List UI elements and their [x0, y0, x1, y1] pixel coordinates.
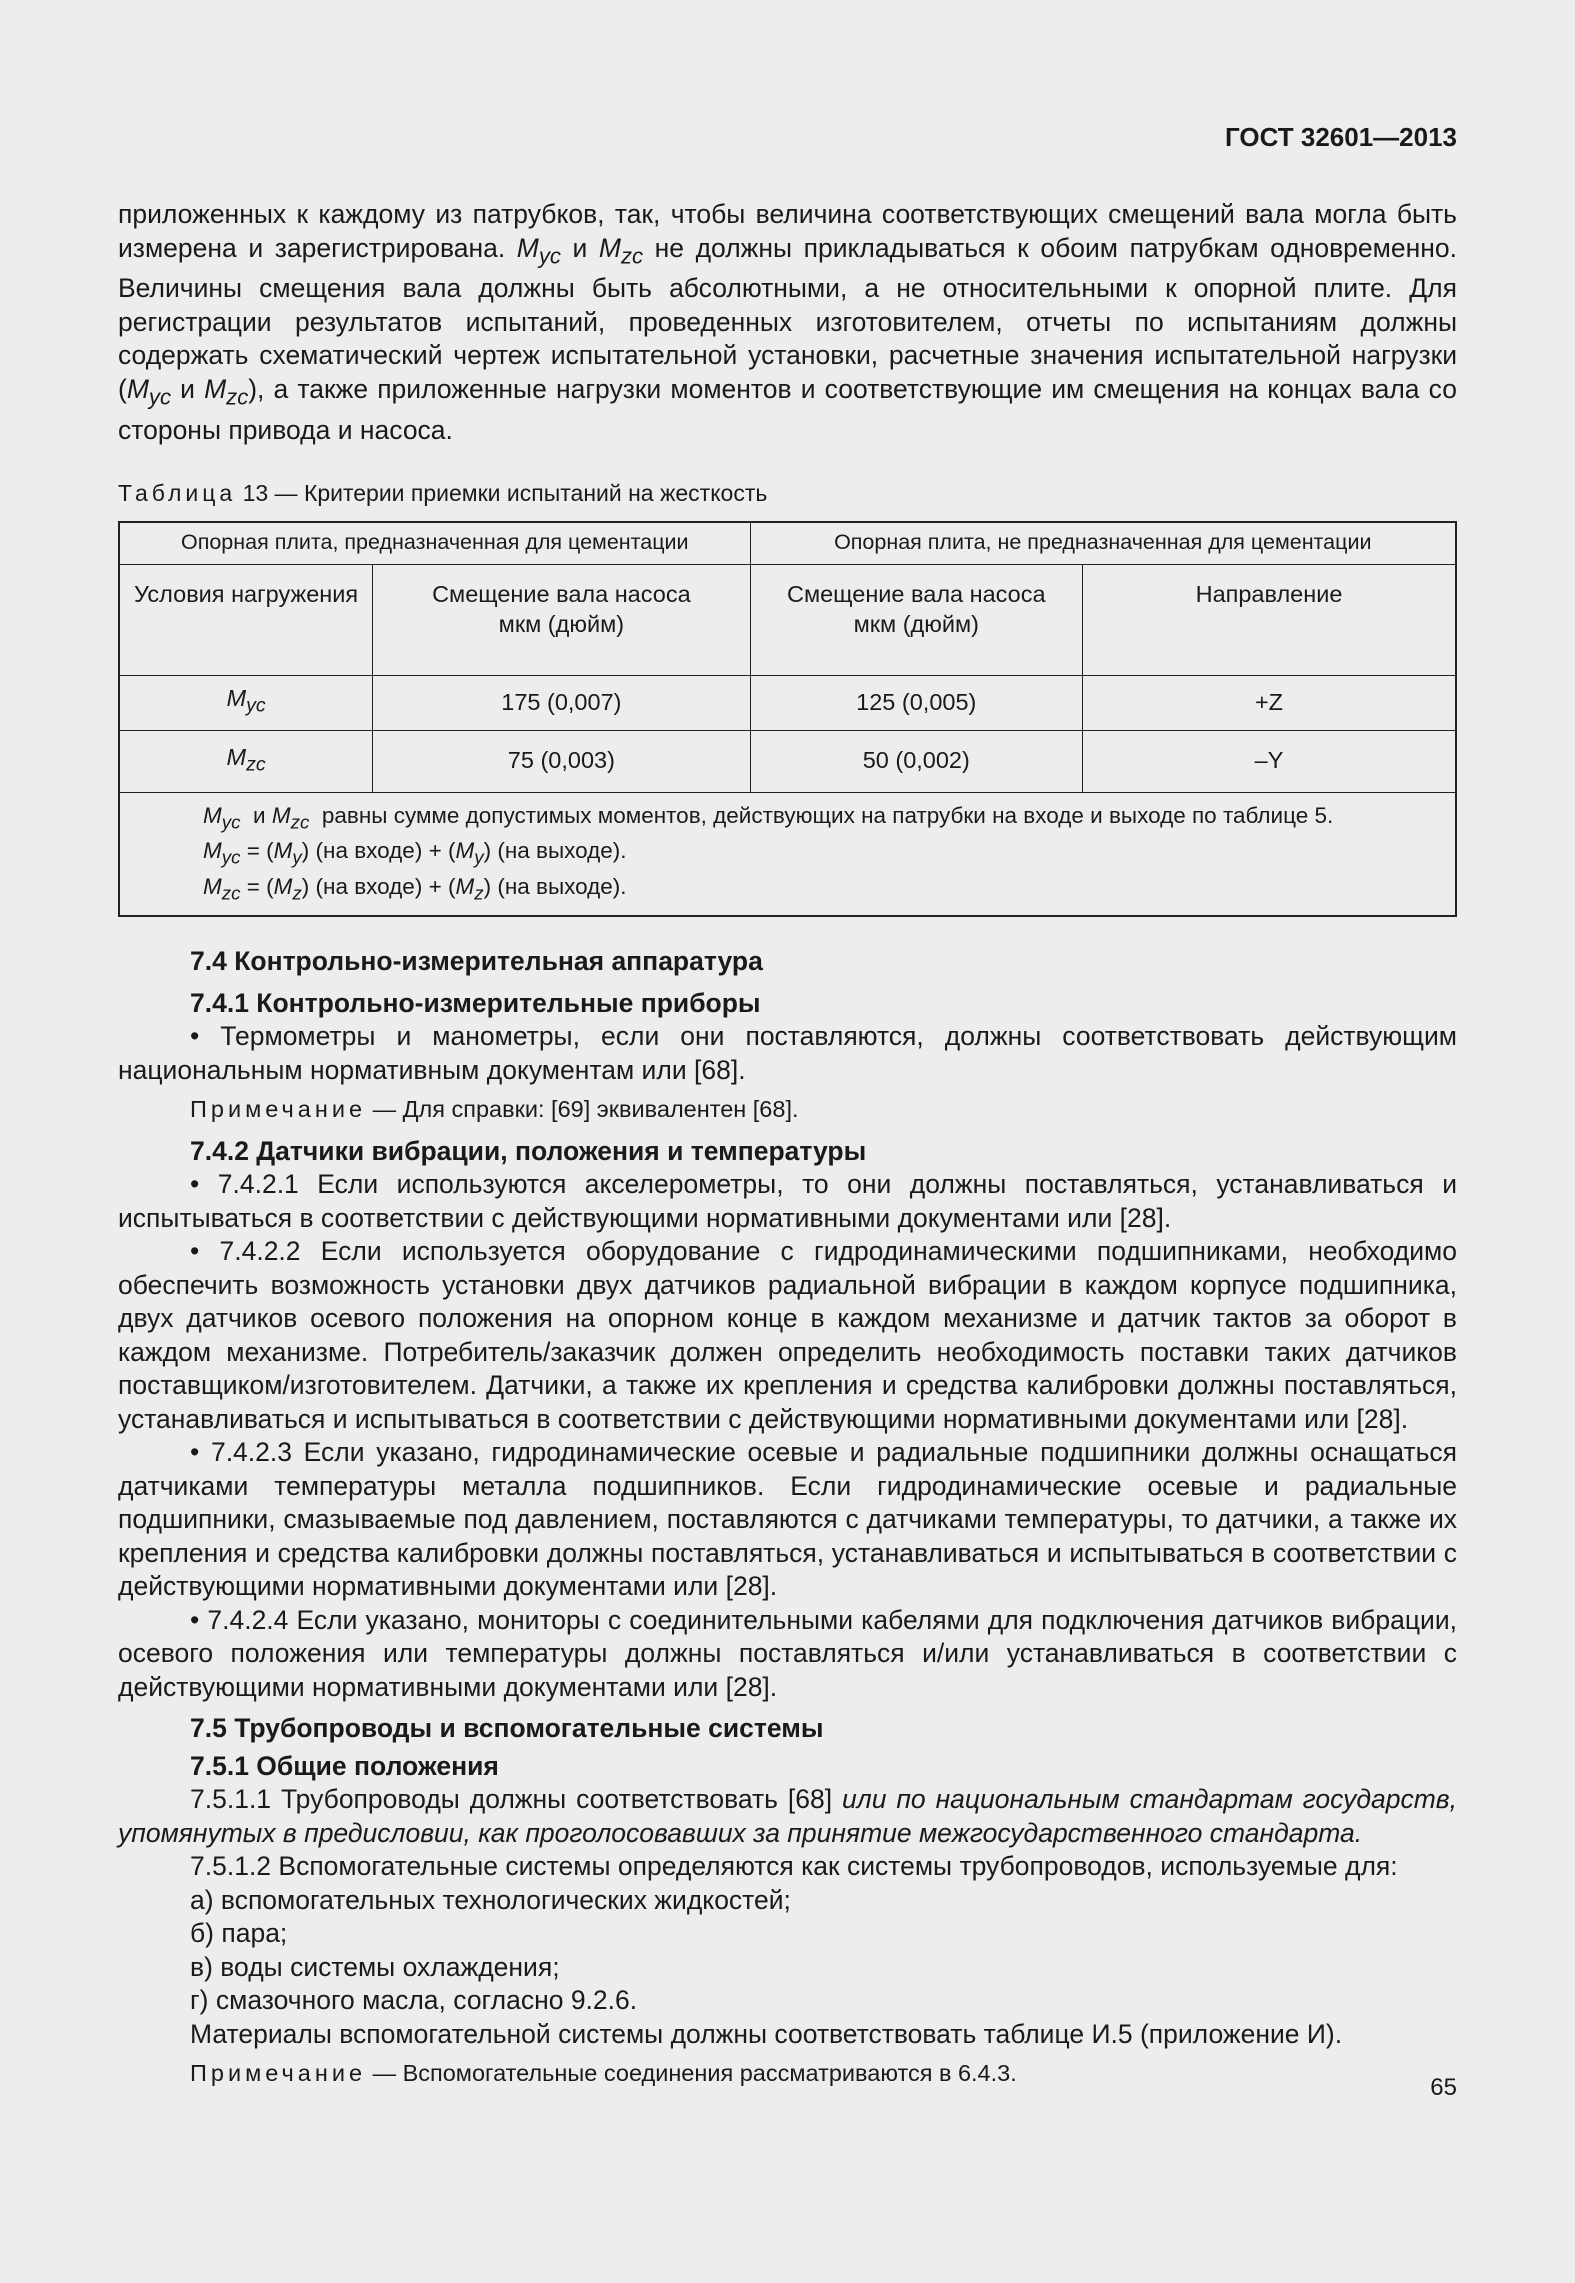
note-final: Примечание — Вспомогательные соединения рассматриваются в 6.4.3.	[190, 2060, 1017, 2087]
displacement-cell: 175 (0,007)	[373, 675, 750, 730]
section-heading-7-4-2: 7.4.2 Датчики вибрации, положения и температуры	[190, 1135, 867, 1166]
displacement-cell: 125 (0,005)	[750, 675, 1082, 730]
direction-cell: +Z	[1083, 675, 1456, 730]
page-number: 65	[1430, 2074, 1457, 2101]
table-note: $M_{yc}$ и $M_{zc}$ равны сумме допустимых моментов, действующих на патрубки на входе и выходе по таблице 5. $M_{yc} = (M_y)$ (на входе) + $(M_y)$ (на выходе). $M_{zc} = (M_z)$ (на входе) + $(M_z)$ (на выходе).	[119, 792, 1456, 916]
note-7-4-1: Примечание — Для справки: [69] эквивалентен [68].	[190, 1096, 799, 1123]
group-header-non-grouted: Опорная плита, не предназначенная для цементации	[750, 522, 1456, 565]
list-item: а) вспомогательных технологических жидкостей;	[190, 1884, 791, 1915]
paragraph-7-5-1-2: 7.5.1.2 Вспомогательные системы определяются как системы трубопроводов, используемые для:	[190, 1851, 1398, 1882]
paragraph-7-4-2-3: • 7.4.2.3 Если указано, гидродинамические осевые и радиальные подшипники должны оснащаться датчиками температуры металла подшипников. Если гидродинамические осевые и радиальные подшипники, смазываемые под давлением, поставляются с датчиками температуры, то датчики, а также их крепления и средства калибровки должны поставляться, устанавливаться и испытываться в соответствии с действующими нормативными документами или [28].	[118, 1437, 1457, 1602]
paragraph-7-5-1-1: 7.5.1.1 Трубопроводы должны соответствовать [68] или по национальным стандартам государств, упомянутых в предисловии, как проголосовавших за принятие межгосударственного стандарта.	[118, 1784, 1457, 1848]
section-heading-7-4-1: 7.4.1 Контрольно-измерительные приборы	[190, 987, 761, 1018]
standard-header: ГОСТ 32601—2013	[1225, 122, 1457, 152]
section-heading-7-4: 7.4 Контрольно-измерительная аппаратура	[190, 946, 763, 977]
paragraph-7-4-2-1: • 7.4.2.1 Если используются акселерометры, то они должны поставляться, устанавливаться и испытываться в соответствии с действующими нормативными документами или [28].	[118, 1169, 1457, 1233]
load-condition-cell: $M_{yc}$	[119, 675, 373, 730]
paragraph-7-4-1: • Термометры и манометры, если они поставляются, должны соответствовать действующим национальным нормативным документам или [68].	[118, 1021, 1457, 1085]
displacement-cell: 50 (0,002)	[750, 730, 1082, 792]
direction-cell: –Y	[1083, 730, 1456, 792]
paragraph-materials: Материалы вспомогательной системы должны соответствовать таблице И.5 (приложение И).	[190, 2018, 1343, 2049]
stiffness-criteria-table	[118, 521, 1457, 918]
col-header-load-conditions: Условия нагружения	[119, 564, 373, 675]
col-header-shaft-displacement-1: Смещение вала насоса мкм (дюйм)	[373, 564, 750, 675]
paragraph-7-4-2-2: • 7.4.2.2 Если используется оборудование с гидродинамическими подшипниками, необходимо обеспечить возможность установки двух датчиков радиальной вибрации в каждом корпусе подшипника, двух датчиков осевого положения на опорном конце в каждом механизме и датчик тактов за оборот в каждом механизме. Потребитель/заказчик должен определить необходимость поставки таких датчиков поставщиком/изготовителем. Датчики, а также их крепления и средства калибровки должны поставляться, устанавливаться и испытываться в соответствии с действующими нормативными документами или [28].	[118, 1236, 1457, 1434]
list-item: б) пара;	[190, 1918, 288, 1949]
list-item: в) воды системы охлаждения;	[190, 1951, 560, 1982]
list-item: г) смазочного масла, согласно 9.2.6.	[190, 1985, 638, 2016]
paragraph-7-4-2-4: • 7.4.2.4 Если указано, мониторы с соединительными кабелями для подключения датчиков вибрации, осевого положения или температуры должны поставляться и/или устанавливаться в соответствии с действующими нормативными документами или [28].	[118, 1604, 1457, 1702]
page-content	[118, 198, 1457, 2091]
section-heading-7-5: 7.5 Трубопроводы и вспомогательные системы	[190, 1713, 824, 1744]
intro-paragraph: приложенных к каждому из патрубков, так, чтобы величина соответствующих смещений вала могла быть измерена и зарегистрирована. $M_{yc}$ и $M_{zc}$ не должны прикладываться к обоим патрубкам одновременно. Величины смещения вала должны быть абсолютными, а не относительными к опорной плите. Для регистрации результатов испытаний, проведенных изготовителем, отчеты по испытаниям должны содержать схематический чертеж испытательной установки, расчетные значения испытательной нагрузки ($M_{yc}$ и $M_{zc}$), а также приложенные нагрузки моментов и соответствующие им смещения на концах вала со стороны привода и насоса.	[118, 199, 1457, 445]
col-header-shaft-displacement-2: Смещение вала насоса мкм (дюйм)	[750, 564, 1082, 675]
table-row	[119, 675, 1456, 730]
table-caption: Таблица 13 — Критерии приемки испытаний на жесткость	[118, 480, 768, 507]
col-header-direction: Направление	[1083, 564, 1456, 675]
displacement-cell: 75 (0,003)	[373, 730, 750, 792]
section-heading-7-5-1: 7.5.1 Общие положения	[190, 1750, 499, 1781]
group-header-grouted: Опорная плита, предназначенная для цементации	[119, 522, 750, 565]
table-row	[119, 730, 1456, 792]
load-condition-cell: $M_{zc}$	[119, 730, 373, 792]
